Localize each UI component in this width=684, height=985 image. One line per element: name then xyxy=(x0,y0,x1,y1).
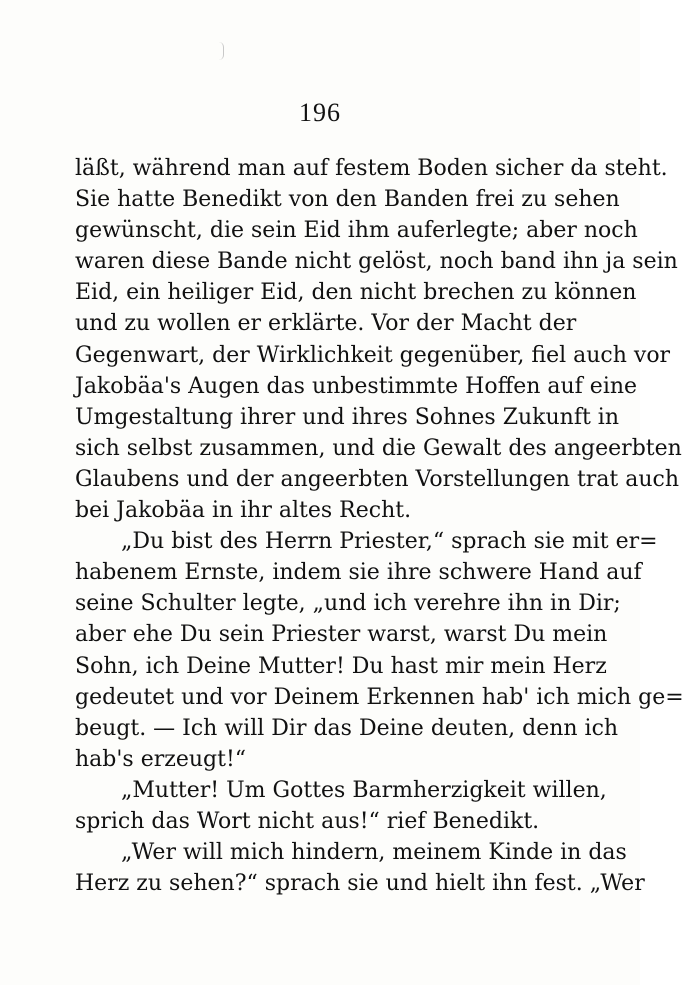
text-line: „Du bist des Herrn Priester,“ sprach sie mit er= xyxy=(121,529,658,555)
text-line: Sohn, ich Deine Mutter! Du hast mir mein Herz xyxy=(75,653,607,679)
text-line: sprich das Wort nicht aus!“ rief Benedikt. xyxy=(75,808,540,834)
text-line: Glaubens und der angeerbten Vorstellungen trat auch xyxy=(75,466,680,492)
page-number: 196 xyxy=(299,98,341,127)
text-line: Umgestaltung ihrer und ihres Sohnes Zukunft in xyxy=(75,404,619,430)
text-line: „Wer will mich hindern, meinem Kinde in das xyxy=(121,840,627,866)
body-text xyxy=(75,153,684,899)
text-line: Jakobäa's Augen das unbestimmte Hoffen auf eine xyxy=(75,373,638,399)
text-line: gedeutet und vor Deinem Erkennen hab' ich mich ge= xyxy=(75,684,684,710)
paper-mark xyxy=(219,42,224,60)
text-line: gewünscht, die sein Eid ihm auferlegte; aber noch xyxy=(75,218,638,244)
text-line: läßt, während man auf festem Boden sicher da steht. xyxy=(75,156,668,181)
text-line: Gegenwart, der Wirklichkeit gegenüber, fiel auch vor xyxy=(75,342,671,368)
text-line: Herz zu sehen?“ sprach sie und hielt ihn fest. „Wer xyxy=(75,871,645,897)
text-line: sich selbst zusammen, und die Gewalt des angeerbten xyxy=(75,435,682,461)
text-line: Sie hatte Benedikt von den Banden frei zu sehen xyxy=(75,187,620,213)
text-line: habenem Ernste, indem sie ihre schwere Hand auf xyxy=(75,560,642,586)
text-line: bei Jakobäa in ihr altes Recht. xyxy=(75,498,412,524)
text-line: hab's erzeugt!“ xyxy=(75,746,247,772)
text-line: und zu wollen er erklärte. Vor der Macht der xyxy=(75,311,577,337)
text-line: „Mutter! Um Gottes Barmherzigkeit willen, xyxy=(121,777,607,803)
text-line: aber ehe Du sein Priester warst, warst Du mein xyxy=(75,622,608,648)
text-line: Eid, ein heiliger Eid, den nicht brechen zu können xyxy=(75,280,637,306)
text-line: seine Schulter legte, „und ich verehre ihn in Dir; xyxy=(75,591,621,617)
text-line: waren diese Bande nicht gelöst, noch band ihn ja sein xyxy=(75,249,678,275)
text-line: beugt. — Ich will Dir das Deine deuten, denn ich xyxy=(75,715,619,741)
